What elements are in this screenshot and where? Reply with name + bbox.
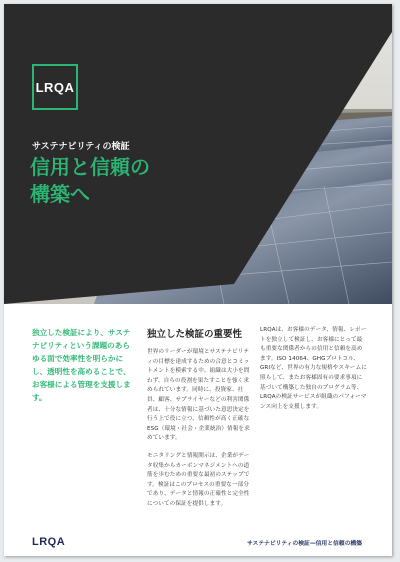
lead-paragraph: 独立した検証により、サステナビリティという課題のあらゆる面で効率性を明らかにし、透明性を高めることで、お客様による管理を支援します。 — [32, 328, 131, 402]
headline-line-1: 信用と信頼の — [30, 155, 150, 179]
section-title: 独立した検証の重要性 — [147, 329, 243, 340]
footer-title: サステナビリティの検証—信用と信頼の構築 — [246, 541, 362, 547]
section-paragraph-1: 世界のリーダーが環境とサステナビリティの目標を達成するための合意とコミットメントを模索する中、組織は大小を問わず、自らの役割を果たすことを強く求められています。同時に、投資家、社員、顧客、サプライヤーなどの利害関係者は、十分な情報に基づいた意思決定を行う上で役に立つ、信頼性が高く正確なESG（環境・社会・企業統治）情報を求めています。 — [147, 349, 250, 442]
page-title — [30, 154, 230, 208]
hero-section — [4, 4, 392, 304]
section-paragraph-2: モニタリングと情報開示は、企業がデータ収集からカーボンマネジメントへの道筋を歩むための重要な最初のステップです。検証はこのプロセスの重要な一部分であり、データと情報の正確性と完全性についての保証を提供します。 — [147, 452, 250, 507]
lrqa-logo — [32, 64, 78, 110]
lrqa-services-paragraph: LRQAは、お客様のデータ、情報、レポートを独立して検証し、お客様にとって最も重要な関係者からの信用と信頼を高めます。ISO 14064、GHGプロトコル、GRIなど、世界の有力な規格やスキームに照らして、またお客様固有の要求事項に基づいて構築した独自のプログラム等、LRQAの検証サービスが組織のパフォーマンス向上を支援します。 — [260, 327, 367, 410]
footer-logo: LRQA — [32, 536, 66, 548]
logo-text: LRQA — [35, 79, 75, 95]
title-panel — [4, 4, 392, 304]
importance-section — [147, 326, 251, 510]
headline-line-2: 構築へ — [30, 182, 90, 206]
brochure-page — [4, 4, 392, 556]
eyebrow-label: サステナビリティの検証 — [32, 142, 130, 152]
